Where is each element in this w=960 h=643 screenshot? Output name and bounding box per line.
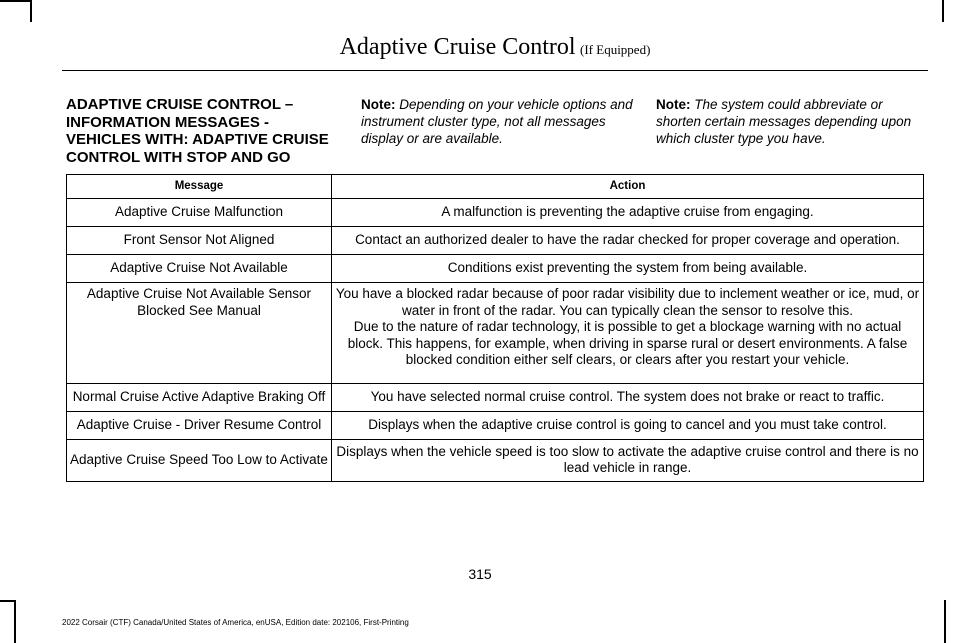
table-row [67, 199, 924, 227]
action-cell: Contact an authorized dealer to have the radar checked for proper coverage and operation. [332, 227, 924, 255]
action-paragraph: Due to the nature of radar technology, it is possible to get a blockage warning with no actual block. This happens, for example, when driving in sparse rural or desert environments. A false blocked condition either self clears, or clears after you restart your vehicle. [347, 319, 908, 367]
page-title: Adaptive Cruise Control [339, 34, 576, 60]
message-cell: Adaptive Cruise Not Available [67, 255, 332, 283]
crop-mark [14, 600, 16, 643]
table-row [67, 227, 924, 255]
message-cell: Adaptive Cruise Not Available Sensor Blocked See Manual [67, 283, 332, 384]
action-cell: Displays when the adaptive cruise control is going to cancel and you must take control. [332, 411, 924, 439]
message-cell: Adaptive Cruise Speed Too Low to Activate [67, 439, 332, 481]
message-cell: Front Sensor Not Aligned [67, 227, 332, 255]
crop-mark [0, 0, 30, 2]
note-text: The system could abbreviate or shorten certain messages depending upon which cluster type you have. [656, 97, 912, 146]
table-row [67, 383, 924, 411]
page-number: 315 [468, 566, 492, 582]
table-row [67, 411, 924, 439]
message-cell: Adaptive Cruise - Driver Resume Control [67, 411, 332, 439]
crop-mark [942, 0, 944, 22]
action-cell: Displays when the vehicle speed is too slow to activate the adaptive cruise control and there is no lead vehicle in range. [332, 439, 924, 481]
table-row [67, 255, 924, 283]
action-cell [332, 283, 924, 384]
action-cell: A malfunction is preventing the adaptive cruise from engaging. [332, 199, 924, 227]
page-subtitle: (If Equipped) [580, 42, 651, 57]
message-cell: Adaptive Cruise Malfunction [67, 199, 332, 227]
note-text: Depending on your vehicle options and instrument cluster type, not all messages display or are available. [361, 97, 633, 146]
note-label: Note: [656, 97, 691, 112]
table-row [67, 283, 924, 384]
note-2 [656, 96, 928, 147]
table-header-row [67, 175, 924, 199]
section-heading: ADAPTIVE CRUISE CONTROL – INFORMATION MESSAGES - VEHICLES WITH: ADAPTIVE CRUISE CONTROL WITH STOP AND GO [66, 96, 329, 166]
messages-table [66, 174, 924, 482]
action-cell: You have selected normal cruise control. The system does not brake or react to traffic. [332, 383, 924, 411]
crop-mark [30, 0, 32, 22]
note-1 [361, 96, 633, 147]
column-header-action: Action [332, 175, 924, 199]
note-label: Note: [361, 97, 396, 112]
crop-mark [944, 600, 946, 643]
page-footer: 2022 Corsair (CTF) Canada/United States of America, enUSA, Edition date: 202106, First-Printing [62, 618, 409, 627]
action-cell: Conditions exist preventing the system from being available. [332, 255, 924, 283]
action-paragraph: You have a blocked radar because of poor radar visibility due to inclement weather or ice, mud, or water in front of the radar. You can typically clean the sensor to resolve this. [335, 286, 920, 318]
table-row [67, 439, 924, 481]
page-header [62, 32, 928, 71]
column-header-message: Message [67, 175, 332, 199]
message-cell: Normal Cruise Active Adaptive Braking Off [67, 383, 332, 411]
crop-mark [0, 600, 14, 602]
